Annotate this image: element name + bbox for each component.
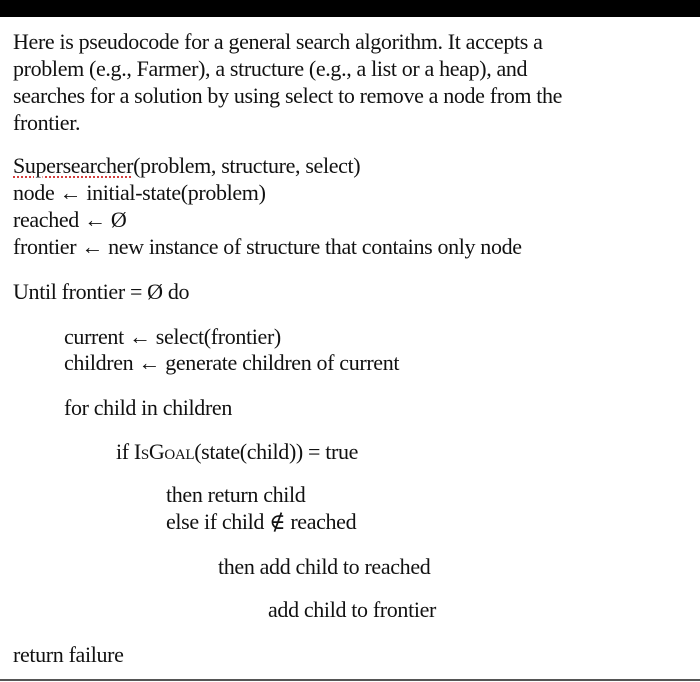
add-reached-line: then add child to reached (218, 554, 431, 579)
if-keyword: if (116, 439, 134, 464)
function-signature (13, 152, 360, 179)
for-loop-header: for child in children (64, 395, 232, 420)
top-black-band (0, 0, 700, 17)
if-goal-line (116, 438, 358, 465)
add-frontier-line: add child to frontier (268, 597, 436, 622)
generate-children-line: children ← generate children of current (64, 350, 400, 375)
init-reached-line: reached ← Ø (13, 207, 127, 232)
if-condition: (state(child)) = true (194, 439, 359, 464)
until-loop-header: Until frontier = Ø do (13, 279, 190, 304)
intro-line-4: frontier. (13, 110, 81, 135)
init-frontier-line: frontier ← new instance of structure that contains only node (13, 234, 522, 259)
function-args: (problem, structure, select) (133, 153, 361, 178)
intro-line-3: searches for a solution by using select to remove a node from the (13, 83, 563, 108)
bottom-divider (0, 679, 700, 681)
else-if-line: else if child ∉ reached (166, 509, 357, 534)
init-node-line: node ← initial-state(problem) (13, 180, 266, 205)
return-failure-line: return failure (13, 642, 124, 667)
intro-line-1: Here is pseudocode for a general search algorithm. It accepts a (13, 29, 543, 54)
select-current-line: current ← select(frontier) (64, 324, 281, 349)
intro-line-2: problem (e.g., Farmer), a structure (e.g., a list or a heap), and (13, 56, 528, 81)
function-name-spellcheck: Supersearcher (13, 153, 134, 178)
then-return-line: then return child (166, 482, 306, 507)
is-goal-function: IsGoal (133, 439, 195, 464)
